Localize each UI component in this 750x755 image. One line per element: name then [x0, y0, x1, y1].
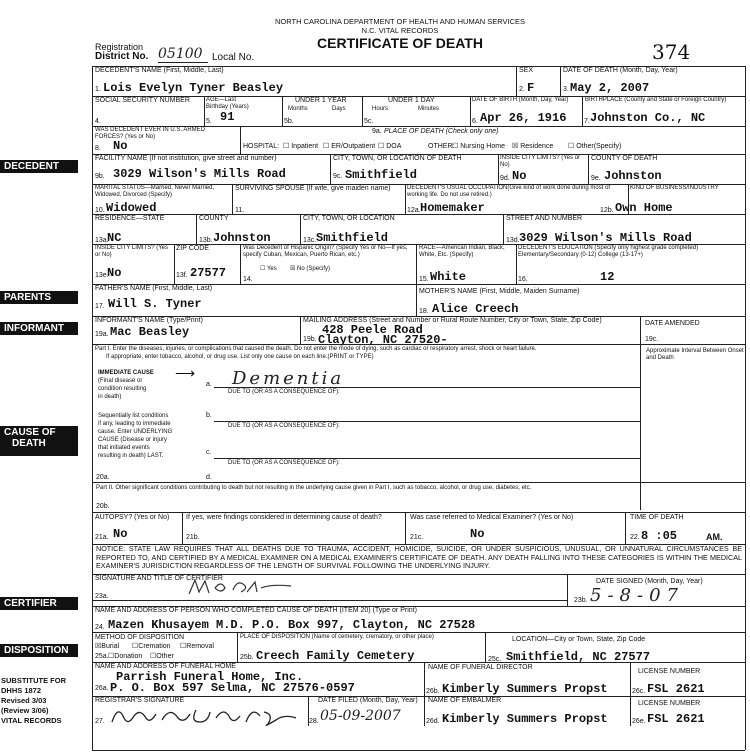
- res-state-label: RESIDENCE—STATE: [95, 215, 165, 222]
- section-disposition: DISPOSITION: [0, 644, 78, 657]
- informant-address-label: MAILING ADDRESS (Street and Number or Rural Route Number, City or Town, State, Zip Code): [303, 317, 602, 324]
- immediate-sub2: condition resulting: [98, 386, 147, 392]
- embalmer-license-label: LICENSE NUMBER: [638, 700, 701, 707]
- license-label: LICENSE NUMBER: [638, 668, 701, 675]
- facility-value: 3029 Wilson's Mills Road: [113, 167, 286, 181]
- date-signed-label: DATE SIGNED (Month, Day, Year): [596, 578, 703, 585]
- item-24: 24.: [95, 624, 105, 631]
- part1-instructions-2: If appropriate, enter tobacco, alcohol, or drug use. List only one cause on each line.(PRINT or TYPE): [106, 354, 374, 360]
- item-6: 6.: [472, 118, 478, 125]
- cremation-option: Cremation: [138, 643, 171, 650]
- item-7: 7.: [584, 118, 590, 125]
- funeral-home-line1: Parrish Funeral Home, Inc.: [116, 670, 304, 684]
- item-26d: 26d.: [426, 718, 440, 725]
- due-to-a: DUE TO (OR AS A CONSEQUENCE OF):: [228, 389, 340, 395]
- footer-line1: SUBSTITUTE FOR: [1, 676, 66, 685]
- inpatient-option: Inpatient: [291, 143, 319, 150]
- city-of-death-label: CITY, TOWN, OR LOCATION OF DEATH: [333, 155, 462, 162]
- zip-label: ZIP CODE: [176, 245, 209, 252]
- line-d: d.: [206, 474, 212, 481]
- other-specify-option: Other(Specify): [576, 143, 622, 150]
- immediate-sub1: (Final disease or: [98, 378, 143, 384]
- item-23a: 23a.: [95, 593, 109, 600]
- under-1-day-label: UNDER 1 DAY: [388, 97, 435, 104]
- res-county-label: COUNTY: [199, 215, 229, 222]
- agency-subname: N.C. VITAL RECORDS: [361, 26, 439, 35]
- hispanic-yes-checkbox[interactable]: ☐ Yes: [260, 266, 277, 272]
- mother-value: Alice Creech: [432, 302, 519, 316]
- footer-line2: DHHS 1872: [1, 686, 42, 695]
- agency-name: NORTH CAROLINA DEPARTMENT OF HEALTH AND HUMAN SERVICES: [274, 17, 526, 26]
- date-amended-label: DATE AMENDED: [645, 320, 700, 327]
- item-26e: 26e.: [632, 718, 646, 725]
- director-value: Kimberly Summers Propst: [442, 682, 608, 696]
- registrar-signature: [108, 702, 304, 728]
- item-21b: 21b.: [186, 534, 200, 541]
- residence-checkbox[interactable]: ☒ Residence: [512, 143, 554, 150]
- sex-label: SEX: [519, 67, 534, 74]
- nursing-home-option: Nursing Home: [460, 143, 505, 150]
- inside-city-label: INSIDE CITY LIMITS? (Yes or No): [500, 155, 581, 168]
- seq-line1: Sequentially list conditions: [98, 413, 169, 419]
- other-specify-checkbox[interactable]: ☐ Other(Specify): [568, 143, 622, 150]
- place-value: Creech Family Cemetery: [256, 649, 415, 663]
- res-state-value: NC: [107, 231, 122, 245]
- me-value: No: [470, 527, 485, 541]
- occupation-label: DECEDENT'S USUAL OCCUPATION(Give kind of work done during most of working life. Do not use retired.): [407, 185, 611, 198]
- mother-label: MOTHER'S NAME (First, Middle, Maiden Surname): [419, 288, 580, 295]
- item-12b: 12b.: [600, 207, 614, 214]
- res-county-value: Johnston: [213, 231, 271, 245]
- registrar-signature-label: REGISTRAR'S SIGNATURE: [95, 697, 185, 704]
- date-of-death-label: DATE OF DEATH (Month, Day, Year): [563, 67, 678, 74]
- funeral-home-label: NAME AND ADDRESS OF FUNERAL HOME: [95, 663, 236, 670]
- seq-line2: if any, leading to immediate: [98, 421, 171, 427]
- business-label: KIND OF BUSINESS/INDUSTRY: [630, 185, 719, 191]
- armed-forces-value: No: [113, 139, 128, 153]
- seq-line4: CAUSE (Disease or injury: [98, 437, 168, 443]
- burial-option: Burial: [101, 643, 120, 650]
- item-25a: 25a.: [95, 653, 109, 660]
- item-9b: 9b.: [95, 173, 105, 180]
- removal-checkbox[interactable]: ☐Removal: [180, 643, 214, 650]
- facility-label: FACILITY NAME (If not institution, give street and number): [95, 155, 277, 162]
- item-21a: 21a.: [95, 534, 109, 541]
- due-to-b: DUE TO (OR AS A CONSEQUENCE OF):: [228, 423, 340, 429]
- item-26b: 26b.: [426, 688, 440, 695]
- item-23b: 23b.: [574, 597, 588, 604]
- res-inside-label: INSIDE CITY LIMITS? (Yes or No): [95, 245, 169, 258]
- decedent-name: Lois Evelyn Tyner Beasley: [103, 81, 284, 95]
- doa-checkbox[interactable]: ☐ DOA: [378, 143, 402, 150]
- item-9d: 9d.: [500, 175, 510, 182]
- informant-address-line2: Clayton, NC 27520-: [318, 333, 448, 347]
- me-label: Was case referred to Medical Examiner? (Yes or No): [410, 514, 574, 521]
- section-cause-of-death: [0, 426, 78, 456]
- certificate-number: 374: [652, 40, 691, 64]
- item-8: 8.: [95, 145, 101, 152]
- education-value: 12: [600, 270, 615, 284]
- section-informant: INFORMANT: [0, 322, 78, 335]
- under-1-year-label: UNDER 1 YEAR: [295, 97, 347, 104]
- donation-checkbox[interactable]: ☐Donation: [108, 653, 143, 660]
- location-label: LOCATION—City or Town, State, Zip Code: [512, 636, 646, 643]
- date-of-death: May 2, 2007: [570, 81, 650, 95]
- birthplace-label: BIRTHPLACE (County and State or Foreign Country): [585, 97, 727, 103]
- item-25c: 25c.: [488, 656, 502, 663]
- birthplace-value: Johnston Co., NC: [590, 111, 706, 125]
- district-number: 05100: [158, 46, 208, 63]
- part1-instructions: Part I. Enter the diseases, injuries, or complications that caused the death. Do not enter the mode of dying, such as cardiac or respiratory arrest, shock or heart failure.: [95, 346, 537, 352]
- item-16: 16.: [518, 276, 528, 283]
- footer-line4: (Review 3/06): [1, 706, 49, 715]
- item-19c: 19c.: [645, 336, 659, 343]
- res-inside-value: No: [107, 266, 122, 280]
- date-filed-label: DATE FILED (Month, Day, Year): [318, 697, 418, 704]
- hispanic-yes-option: Yes: [266, 266, 277, 272]
- item-5c: 5c.: [364, 118, 374, 125]
- education-label: DECEDENT'S EDUCATION (Specify only highest grade completed) Elementary/Secondary (0-12) College (13-17+): [518, 245, 699, 258]
- inpatient-checkbox[interactable]: ☐ Inpatient: [283, 143, 319, 150]
- hispanic-no-checkbox[interactable]: ☒ No (Specify): [290, 266, 331, 272]
- location-value: Smithfield, NC 27577: [506, 650, 651, 664]
- donation-option: Donation: [114, 653, 143, 660]
- hours-label: Hours: [372, 106, 389, 112]
- section-certifier: CERTIFIER: [0, 597, 78, 610]
- form-footer: [1, 676, 66, 726]
- item-5: 5.: [206, 118, 212, 125]
- item-13a: 13a.: [95, 237, 109, 244]
- item-9a: 9a.: [372, 128, 382, 135]
- certifier-signature: [185, 576, 295, 598]
- interval-label: Approximate Interval Between Onset and Death: [646, 348, 744, 361]
- immediate-sub3: in death): [98, 394, 122, 400]
- item-1: 1.: [95, 86, 101, 93]
- ssn-label: SOCIAL SECURITY NUMBER: [95, 97, 190, 104]
- other-option: Other: [156, 653, 174, 660]
- item-3: 3.: [563, 86, 569, 93]
- item-9c: 9c.: [333, 173, 343, 180]
- date-filed-value: 05-09-2007: [320, 708, 401, 724]
- age-label: AGE—Last Birthday (Years): [206, 97, 249, 110]
- arrow-right-icon: ⟶: [175, 365, 196, 381]
- certifier-name-address-value: Mazen Khusayem M.D. P.O. Box 997, Clayton, NC 27528: [108, 618, 476, 632]
- section-parents: PARENTS: [0, 291, 78, 304]
- business-value: Own Home: [615, 201, 673, 215]
- line-b: b.: [206, 412, 212, 419]
- hispanic-no-option: No (Specify): [297, 266, 331, 272]
- father-value: Will S. Tyner: [108, 297, 202, 311]
- autopsy-label: AUTOPSY? (Yes or No): [95, 514, 170, 521]
- item-28: 28.: [309, 718, 319, 725]
- item-13f: 13f.: [176, 272, 188, 279]
- removal-option: Removal: [186, 643, 214, 650]
- seq-line6: resulting in death) LAST.: [98, 453, 164, 459]
- item-15: 15.: [419, 276, 429, 283]
- date-signed-value: 5-8-07: [590, 585, 684, 606]
- residence-option: Residence: [520, 143, 554, 150]
- item-19a: 19a.: [95, 331, 109, 338]
- item-20b: 20b.: [96, 503, 110, 510]
- item-21c: 21c.: [410, 534, 424, 541]
- place-of-death-label: PLACE OF DEATH (Check only one): [384, 128, 499, 135]
- dob-value: Apr 26, 1916: [480, 111, 567, 125]
- other-checkbox[interactable]: ☐Other: [150, 653, 174, 660]
- hospital-label: HOSPITAL:: [243, 143, 280, 150]
- line-a: a.: [206, 381, 212, 388]
- item-14: 14.: [243, 276, 253, 283]
- other-label: OTHER:: [428, 143, 455, 150]
- burial-checkbox[interactable]: ☒Burial: [95, 643, 120, 650]
- county-of-death-label: COUNTY OF DEATH: [591, 155, 658, 162]
- item-19b: 19b.: [303, 336, 317, 343]
- item-2: 2.: [519, 86, 525, 93]
- item-11: 11.: [235, 207, 245, 214]
- hispanic-label: Was Decedent of Hispanic Origin? (Specify Yes or No—If yes, specify Cuban, Mexican, Puerto Rican, etc.): [243, 245, 408, 258]
- minutes-label: Minutes: [418, 106, 440, 112]
- doa-option: DOA: [386, 143, 402, 150]
- district-label: District No.: [95, 51, 149, 62]
- informant-name-value: Mac Beasley: [110, 325, 190, 339]
- marital-value: Widowed: [106, 201, 157, 215]
- street-value: 3029 Wilson's Mills Road: [519, 231, 692, 245]
- place-label: PLACE OF DISPOSITION (Name of cemetery, crematory, or other place): [240, 634, 434, 640]
- findings-label: If yes, were findings considered in determining cause of death?: [186, 514, 382, 521]
- item-12a: 12a.: [407, 207, 421, 214]
- section-cause-line1: CAUSE OF: [4, 427, 56, 438]
- item-20a: 20a.: [96, 474, 110, 481]
- months-label: Months: [288, 106, 308, 112]
- father-label: FATHER'S NAME (First, Middle, Last): [95, 285, 213, 292]
- city-of-death-value: Smithfield: [345, 168, 418, 182]
- county-of-death-value: Johnston: [604, 169, 662, 183]
- item-26c: 26c.: [632, 688, 646, 695]
- seq-line3: cause. Enter UNDERLYING: [98, 429, 173, 435]
- item-13b: 13b.: [199, 237, 213, 244]
- street-label: STREET AND NUMBER: [506, 215, 583, 222]
- zip-value: 27577: [190, 266, 227, 280]
- er-outpatient-checkbox[interactable]: ☐ ER/Outpatient: [323, 143, 376, 150]
- document-title: CERTIFICATE OF DEATH: [317, 35, 483, 51]
- seq-line5: that initiated events: [98, 445, 150, 451]
- section-decedent: DECEDENT: [0, 160, 78, 173]
- local-label: Local No.: [212, 52, 255, 63]
- line-c: c.: [206, 449, 212, 456]
- occupation-value: Homemaker: [420, 201, 485, 215]
- certifier-signature-label: SIGNATURE AND TITLE OF CERTIFIER: [95, 575, 223, 582]
- item-13d: 13d.: [506, 237, 520, 244]
- age-value: 91: [220, 110, 235, 124]
- method-label: METHOD OF DISPOSITION: [95, 634, 185, 641]
- embalmer-value: Kimberly Summers Propst: [442, 712, 608, 726]
- nursing-home-checkbox[interactable]: ☐ Nursing Home: [452, 143, 505, 150]
- dob-label: DATE OF BIRTH (Month, Day, Year): [472, 97, 569, 103]
- er-outpatient-option: ER/Outpatient: [331, 143, 376, 150]
- item-27: 27.: [95, 718, 105, 725]
- funeral-home-line2: P. O. Box 597 Selma, NC 27576-0597: [110, 681, 355, 695]
- armed-forces-label: WAS DECEDENT EVER IN U.S. ARMED FORCES? (Yes or No): [95, 127, 206, 140]
- embalmer-label: NAME OF EMBALMER: [428, 697, 502, 704]
- immediate-cause-value: Dementia: [232, 368, 345, 389]
- notice-text: NOTICE: STATE LAW REQUIRES THAT ALL DEATHS DUE TO TRAUMA, ACCIDENT, HOMICIDE, SUICIDE, OR UNDER SUSPICIOUS, UNUSUAL, OR UNNATURAL CIRCUMSTANCES BE REPORTED TO, AND CERTIFIED BY A MEDICAL EXAMINER ON A MEDICAL EXAMINER'S CERTIFICATE OF DEATH. ANY DEATH FALLING INTO THESE CATEGORIES IS WITHIN THE MEDICAL EXAMINER'S JURISDICTION REGARDLESS OF THE LENGTH OF SURVIVAL FOLLOWING THE UNDERLYING INJURY.: [96, 544, 742, 570]
- item-25b: 25b.: [240, 654, 254, 661]
- item-17: 17.: [95, 303, 105, 310]
- item-10: 10.: [95, 207, 105, 214]
- informant-address-line1: 428 Peele Road: [322, 323, 423, 337]
- footer-line3: Revised 3/03: [1, 696, 47, 705]
- name-label: DECEDENT'S NAME (First, Middle, Last): [95, 67, 224, 74]
- spouse-label: SURVIVING SPOUSE (If wife, give maiden name): [235, 185, 391, 192]
- time-ampm: AM.: [706, 532, 723, 542]
- part2-instructions: Part II. Other significant conditions contributing to death but not resulting in the underlying cause given in Part I, such as tobacco, alcohol, or drug use, diabetes, etc.: [96, 485, 532, 491]
- registration-label: Registration: [95, 42, 144, 52]
- informant-name-label: INFORMANT'S NAME (Type/Print): [95, 317, 203, 324]
- embalmer-license-value: FSL 2621: [647, 712, 705, 726]
- immediate-cause-label: IMMEDIATE CAUSE: [98, 370, 154, 376]
- autopsy-value: No: [113, 527, 128, 541]
- item-26a: 26a.: [95, 685, 109, 692]
- director-label: NAME OF FUNERAL DIRECTOR: [428, 664, 533, 671]
- item-13c: 13c.: [303, 237, 317, 244]
- item-18: 18.: [419, 308, 429, 315]
- time-of-death-label: TIME OF DEATH: [630, 514, 684, 521]
- marital-label: MARITAL STATUS—Married, Never Married, Widowed, Divorced (Specify): [95, 185, 215, 198]
- cremation-checkbox[interactable]: ☐Cremation: [132, 643, 171, 650]
- res-city-value: Smithfield: [316, 231, 389, 245]
- footer-line5: VITAL RECORDS: [1, 716, 62, 725]
- item-5b: 5b.: [284, 118, 294, 125]
- due-to-c: DUE TO (OR AS A CONSEQUENCE OF):: [228, 460, 340, 466]
- section-cause-line2: DEATH: [12, 438, 46, 449]
- item-22: 22.: [630, 534, 640, 541]
- item-4: 4.: [95, 118, 101, 125]
- sex-value: F: [527, 81, 535, 95]
- time-of-death-value: 8 :05: [641, 529, 678, 543]
- item-13e: 13e.: [95, 272, 109, 279]
- license-value: FSL 2621: [647, 682, 705, 696]
- inside-city-value: No: [512, 169, 527, 183]
- item-9e: 9e.: [591, 175, 601, 182]
- race-value: White: [430, 270, 467, 284]
- res-city-label: CITY, TOWN, OR LOCATION: [303, 215, 395, 222]
- race-label: RACE—American Indian, Black, White, Etc. (Specify): [419, 245, 505, 258]
- certifier-name-address-label: NAME AND ADDRESS OF PERSON WHO COMPLETED CAUSE OF DEATH (ITEM 20) (Type or Print): [95, 607, 417, 614]
- days-label: Days: [332, 106, 346, 112]
